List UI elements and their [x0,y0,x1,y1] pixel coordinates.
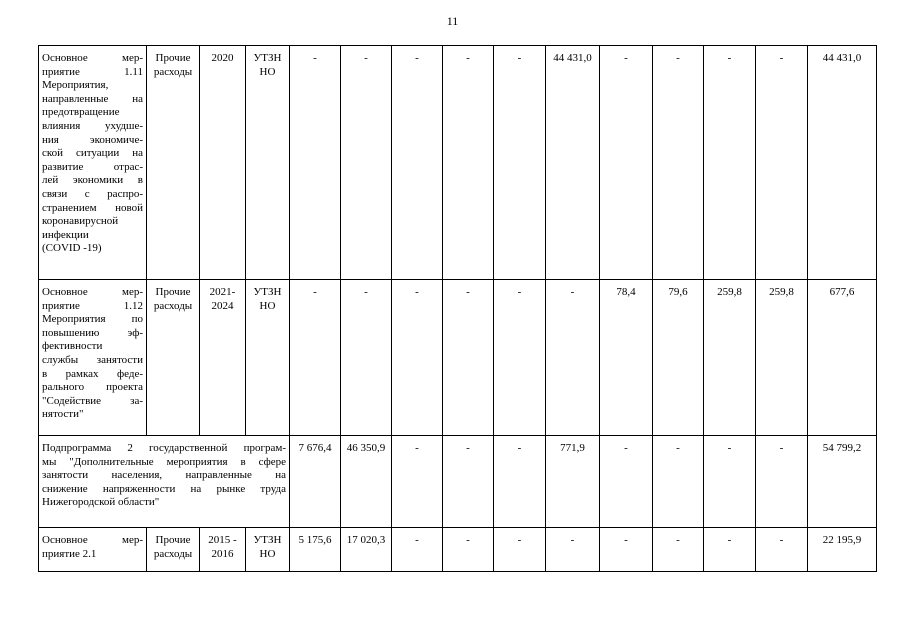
activity-name-cell-line: развитие отрас- [42,160,143,173]
year-value-cell: 259,8 [704,280,756,436]
period-cell-line: 2016 [211,547,234,560]
executor-cell-line: УТЗН [253,286,282,298]
activity-name-cell-line: Основное мер- [42,286,143,298]
period-cell [200,280,246,436]
activity-name-cell-line: коронавирусной [42,215,119,228]
year-value-cell: - [392,436,443,528]
activity-name-cell-line: "Содействие за- [42,394,143,407]
executor-cell [246,280,290,436]
year-value-cell: - [546,280,600,436]
page-number: 11 [446,14,459,28]
budget-table [38,45,877,572]
executor-cell-line: НО [259,65,276,78]
year-value-cell: - [704,46,756,280]
period-cell [200,46,246,280]
year-value-cell: - [443,46,494,280]
activity-name-cell-line: приятие 1.11 [42,65,143,78]
year-value-cell: 46 350,9 [341,436,392,528]
subprogram-title-cell-line: занятости населения, направленные на [42,469,286,482]
activity-name-cell-line: в рамках феде- [42,367,143,380]
activity-name-cell-line: (COVID -19) [42,242,102,255]
subprogram-title-cell [39,436,290,528]
expense-type-cell-line: Прочие [155,52,191,64]
year-value-cell: - [756,46,808,280]
subprogram-title-cell-line: снижение напряженности на рынке труда [42,482,286,495]
total-value-cell: 677,6 [808,280,877,436]
expense-type-cell-line: расходы [153,547,193,560]
year-value-cell: - [704,528,756,572]
expense-type-cell [147,280,200,436]
year-value-cell: - [653,528,704,572]
year-value-cell: - [756,528,808,572]
subprogram-title-cell-line: Подпрограмма 2 государственной програм- [42,442,286,454]
activity-name-cell-line: повышению эф- [42,326,143,339]
year-value-cell: - [443,280,494,436]
year-value-cell: - [704,436,756,528]
period-cell [200,528,246,572]
activity-name-cell-line: приятие 2.1 [42,547,97,560]
executor-cell [246,46,290,280]
table-row [39,436,877,528]
activity-name-cell-line: инфекции [42,228,89,241]
expense-type-cell-line: расходы [153,299,193,312]
expense-type-cell-line: расходы [153,65,193,78]
year-value-cell: - [600,46,653,280]
total-value-cell: 22 195,9 [808,528,877,572]
executor-cell-line: УТЗН [253,534,282,546]
year-value-cell: 78,4 [600,280,653,436]
expense-type-cell-line: Прочие [155,534,191,546]
year-value-cell: - [653,436,704,528]
activity-name-cell [39,46,147,280]
activity-name-cell-line: странением новой [42,201,143,214]
period-cell-line: 2015 - [208,534,237,546]
year-value-cell: - [290,280,341,436]
year-value-cell: - [392,528,443,572]
executor-cell [246,528,290,572]
year-value-cell: 44 431,0 [546,46,600,280]
year-value-cell: 771,9 [546,436,600,528]
table-row [39,528,877,572]
period-cell-line: 2021- [209,286,236,298]
year-value-cell: - [392,46,443,280]
year-value-cell: - [494,280,546,436]
activity-name-cell-line: Мероприятия по [42,313,143,326]
activity-name-cell-line: ской ситуации на [42,147,143,160]
activity-name-cell-line: Основное мер- [42,534,143,546]
activity-name-cell-line: предотвращение [42,106,120,119]
activity-name-cell-line: Мероприятия, [42,79,109,92]
total-value-cell: 54 799,2 [808,436,877,528]
year-value-cell: - [341,280,392,436]
year-value-cell: - [392,280,443,436]
activity-name-cell-line: нятости" [42,408,84,421]
year-value-cell: - [443,436,494,528]
year-value-cell: - [494,528,546,572]
executor-cell-line: УТЗН [253,52,282,64]
activity-name-cell-line: ния экономиче- [42,133,143,146]
activity-name-cell-line: направленные на [42,92,143,105]
activity-name-cell [39,528,147,572]
table-body [39,46,877,572]
year-value-cell: 7 676,4 [290,436,341,528]
year-value-cell: - [494,46,546,280]
activity-name-cell [39,280,147,436]
year-value-cell: 5 175,6 [290,528,341,572]
activity-name-cell-line: влияния ухудше- [42,119,143,132]
year-value-cell: - [546,528,600,572]
total-value-cell: 44 431,0 [808,46,877,280]
subprogram-title-cell-line: Нижегородской области" [42,496,160,509]
activity-name-cell-line: лей экономики в [42,174,143,187]
year-value-cell: - [443,528,494,572]
year-value-cell: 17 020,3 [341,528,392,572]
year-value-cell: 259,8 [756,280,808,436]
table-row [39,46,877,280]
table-row [39,280,877,436]
expense-type-cell-line: Прочие [155,286,191,298]
year-value-cell: 79,6 [653,280,704,436]
expense-type-cell [147,46,200,280]
period-cell-line: 2020 [211,52,234,64]
activity-name-cell-line: фективности [42,340,103,353]
activity-name-cell-line: рального проекта [42,381,143,394]
year-value-cell: - [494,436,546,528]
period-cell-line: 2024 [211,299,234,312]
year-value-cell: - [290,46,341,280]
activity-name-cell-line: связи с распро- [42,187,143,200]
activity-name-cell-line: Основное мер- [42,52,143,64]
activity-name-cell-line: службы занятости [42,353,143,366]
year-value-cell: - [600,528,653,572]
year-value-cell: - [600,436,653,528]
year-value-cell: - [341,46,392,280]
subprogram-title-cell-line: мы "Дополнительные мероприятия в сфере [42,455,286,468]
executor-cell-line: НО [259,547,276,560]
year-value-cell: - [756,436,808,528]
activity-name-cell-line: приятие 1.12 [42,299,143,312]
year-value-cell: - [653,46,704,280]
expense-type-cell [147,528,200,572]
executor-cell-line: НО [259,299,276,312]
